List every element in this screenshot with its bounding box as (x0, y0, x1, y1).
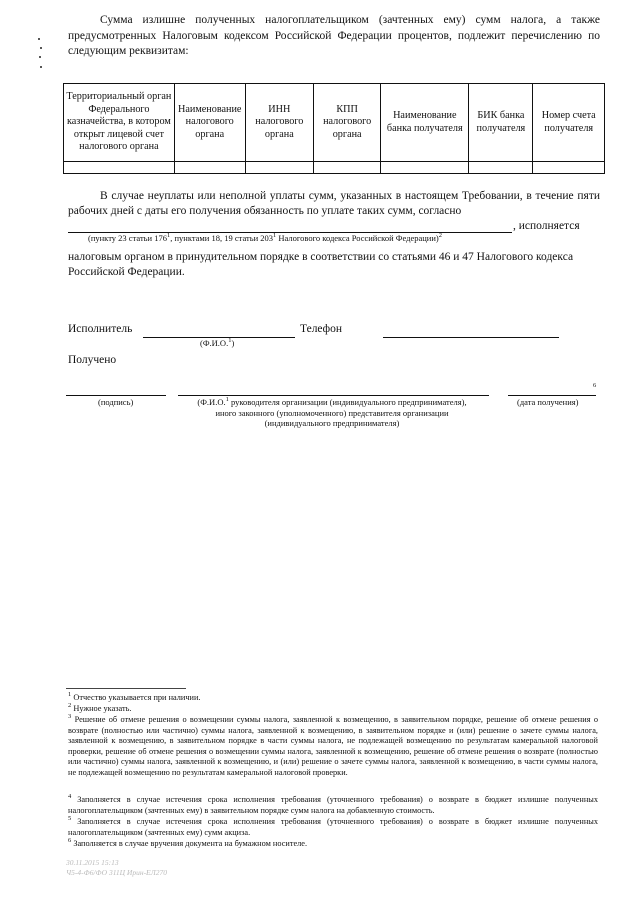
requisites-table (63, 83, 605, 174)
signature-line (66, 395, 166, 396)
header-cell: КПП налогового органа (314, 84, 381, 162)
recipient-fio-caption: (Ф.И.О.$^1$ руководителя организации (индивидуального предпринимателя), иного законного (уполномоченного) представителя организации (индивидуального предпринимателя) (197, 396, 467, 428)
table-cell (469, 162, 533, 174)
header-cell: БИК банка получателя (469, 84, 533, 162)
margin-dot (40, 47, 42, 49)
table-header-row (64, 84, 605, 162)
margin-dot (39, 56, 41, 58)
phone-line (383, 337, 559, 338)
header-cell: Номер счета получателя (533, 84, 605, 162)
margin-dot (40, 66, 42, 68)
stamp-line: 30.11.2015 15:13 (66, 858, 119, 867)
header-cell: Наименование налогового органа (174, 84, 245, 162)
footnote-2: $^2$ Нужное указать. (68, 702, 132, 713)
table-cell (64, 162, 175, 174)
footnote-3: $^3$ Решение об отмене решения о возмещении суммы налога, заявленной к возмещению, в заявительном порядке, решение об отмене решения о возврате (полностью или частично) суммы налога, заявленной к возмещению, в заявительном порядке и (или) решение о зачете суммы налога, заявленной к возмещению, в заявительном порядке в части суммы налога, не подлежащей возмещению по результатам камеральной налоговой проверки, решение об отмене решения о возмещении суммы налога, заявленной к возмещению, решение об отмене решения о возврате (полностью или частично) суммы налога, заявленной к возмещению, и (или) решение о зачете суммы налога, заявленной к возмещению, в части суммы налога, не подлежащей возмещению по результатам камеральной налоговой проверки. (68, 713, 598, 777)
margin-dot (38, 38, 40, 40)
footnote-1: $^1$ Отчество указывается при наличии. (68, 691, 201, 702)
footnote-4: $^4$ Заполняется в случае истечения срока исполнения требования (уточненного требования) о возврате в бюджет излишне полученных налогоплательщиком (зачтенных ему) в заявительном порядке сумм налога на добавленную стоимость. (68, 793, 598, 815)
executor-fio-caption: (Ф.И.О.$^1$) (200, 337, 235, 348)
footnote-ref-6: 6 (593, 382, 597, 389)
footnote-5: $^5$ Заполняется в случае истечения срока исполнения требования (уточненного требования) о возврате в бюджет излишне полученных налогоплательщиком (зачтенных ему) сумм акциза. (68, 815, 598, 837)
table-cell (533, 162, 605, 174)
nonpayment-paragraph: В случае неуплаты или неполной уплаты сумм, указанных в настоящем Требовании, в течение пяти рабочих дней с даты его получения обязанность по уплате таких сумм, согласно (68, 190, 600, 217)
header-cell: Наименование банка получателя (381, 84, 469, 162)
table-cell (381, 162, 469, 174)
enforcement-paragraph: налоговым органом в принудительном порядке в соответствии со статьями 46 и 47 Налогового кодекса Российской Федерации. (68, 251, 574, 278)
received-label: Получено (68, 354, 117, 366)
document-stamp (66, 858, 167, 878)
footnote-6: $^6$ Заполняется в случае вручения документа на бумажном носителе. (68, 837, 308, 848)
header-cell: Территориальный орган Федерального казначейства, в котором открыт лицевой счет налогового органа (64, 84, 175, 162)
header-cell: ИНН налогового органа (245, 84, 313, 162)
executor-label: Исполнитель (68, 323, 133, 335)
table-cell (314, 162, 381, 174)
table-cell (245, 162, 313, 174)
table-cell (174, 162, 245, 174)
footnote-separator (66, 688, 186, 689)
phone-label: Телефон (300, 323, 343, 335)
receipt-date-line (508, 395, 596, 396)
table-row (64, 162, 605, 174)
nonpayment-tail: , исполняется (513, 220, 580, 232)
signature-caption: (подпись) (98, 397, 134, 407)
intro-paragraph: Сумма излишне полученных налогоплательщиком (зачтенных ему) сумм налога, а также предусмотренных Налоговым кодексом Российской Федерации процентов, подлежит перечислению по следующим реквизитам: (68, 14, 600, 57)
legal-citation: (пункту 23 статьи $176^1$, пунктами 18, 19 статьи $203^1$ Налогового кодекса Российской Федерации)$^2$ (88, 232, 442, 243)
receipt-date-caption: (дата получения) (517, 397, 579, 407)
stamp-line: Ч5-4-Ф6/ФО 311Ц Ирин-ЕЛ270 (66, 868, 167, 877)
